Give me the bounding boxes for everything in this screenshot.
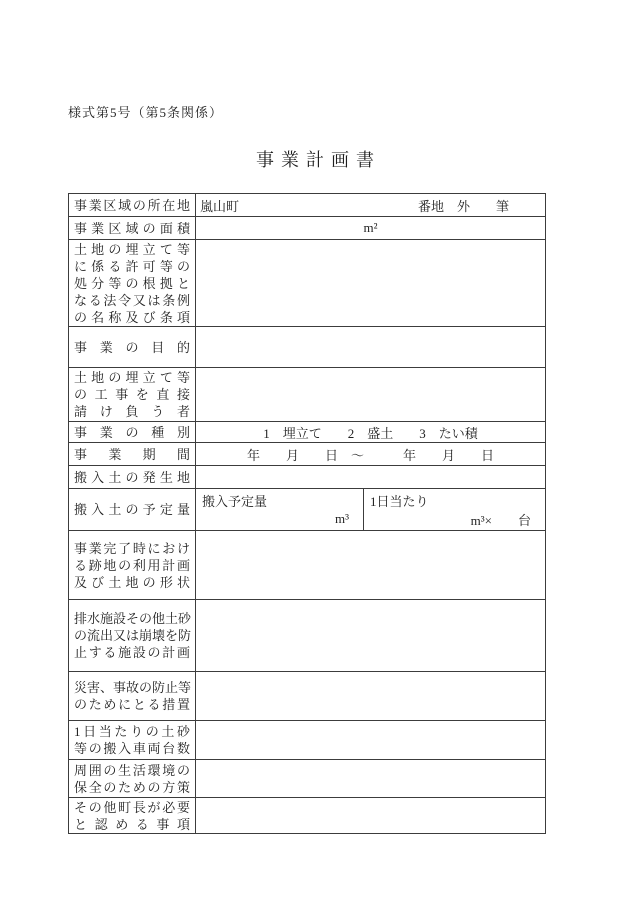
- row-label-line: のためにとる措置: [74, 697, 190, 712]
- row-business-area-location: [69, 194, 545, 216]
- row-label-line: 周囲の生活環境の: [74, 762, 190, 778]
- row-soil-volume: [69, 488, 545, 530]
- business-plan-table: [68, 193, 546, 834]
- row-label-line: に係る許可等の: [74, 258, 190, 274]
- row-label-line: 1日当たりの土砂: [74, 724, 190, 739]
- planned-volume-subcell: [196, 489, 364, 530]
- row-drainage-facilities: [69, 599, 545, 671]
- row-label-line: 排水施設その他土砂: [74, 611, 192, 626]
- row-label-line: 災害、事故の防止等: [74, 680, 192, 695]
- location-banchi-text: 番地 外 筆: [417, 198, 509, 214]
- row-label: 事業期間: [74, 446, 190, 462]
- row-disaster-prevention: [69, 671, 545, 720]
- row-label: 事業の種別: [74, 424, 190, 440]
- row-label-cell: [69, 760, 196, 797]
- row-label-line: なる法令又は条例: [74, 292, 190, 308]
- row-label-cell: [69, 368, 196, 421]
- row-label-line: 請け負う者: [74, 404, 190, 419]
- row-label-line: 処分等の根拠と: [74, 275, 190, 291]
- business-type-options: 1 埋立て 2 盛土 3 たい積: [263, 425, 478, 441]
- per-day-subcell: [364, 489, 545, 530]
- soil-origin-value-cell: [196, 466, 545, 488]
- planned-volume-label: 搬入予定量: [202, 494, 268, 509]
- row-vehicles-per-day: [69, 720, 545, 759]
- row-label: 搬入土の発生地: [74, 469, 190, 485]
- row-label-line: 及び土地の形状: [74, 574, 190, 590]
- vehicles-value-cell: [196, 721, 545, 759]
- row-label: 事業の目的: [74, 339, 190, 355]
- row-label: 搬入土の予定量: [74, 502, 190, 517]
- row-other-items: [69, 797, 545, 833]
- row-business-type: [69, 421, 545, 442]
- per-day-unit: m³× 台: [470, 513, 531, 528]
- planned-volume-unit: m³: [334, 511, 349, 526]
- row-soil-origin: [69, 465, 545, 488]
- row-label-cell: [69, 194, 196, 216]
- row-label-line: の流出又は崩壊を防: [74, 628, 192, 643]
- row-label-line: 等の搬入車両台数: [74, 741, 190, 756]
- row-label-cell: [69, 240, 196, 326]
- row-label-line: その他町長が必要: [74, 799, 190, 815]
- row-label-cell: [69, 327, 196, 367]
- row-label-cell: [69, 489, 196, 530]
- period-date-template: 年 月 日 ～ 年 月 日: [246, 447, 494, 463]
- row-label-cell: [69, 217, 196, 239]
- row-business-area-size: [69, 216, 545, 239]
- row-business-period: [69, 442, 545, 465]
- purpose-value-cell: [196, 327, 545, 367]
- disaster-value-cell: [196, 672, 545, 720]
- row-label-cell: [69, 422, 196, 442]
- environment-value-cell: [196, 760, 545, 797]
- post-completion-value-cell: [196, 531, 545, 599]
- per-day-label: 1日当たり: [370, 494, 429, 509]
- location-town-text: 嵐山町: [200, 198, 240, 214]
- row-label-line: 保全のための方策: [74, 779, 190, 795]
- row-label-line: 土地の埋立て等: [74, 370, 190, 385]
- row-label-line: る跡地の利用計画: [74, 557, 190, 573]
- page-title: 事業計画書: [256, 150, 381, 170]
- row-label-line: 止する施設の計画: [74, 645, 190, 660]
- row-direct-contractor: [69, 367, 545, 421]
- row-label-cell: [69, 721, 196, 759]
- row-label-line: 事業完了時におけ: [74, 540, 190, 556]
- soil-volume-value-cell: [196, 489, 545, 530]
- row-label-cell: [69, 798, 196, 833]
- contractor-value-cell: [196, 368, 545, 421]
- drainage-value-cell: [196, 600, 545, 671]
- row-label: 事業区域の所在地: [74, 197, 190, 213]
- row-label-cell: [69, 466, 196, 488]
- area-unit-text: m²: [363, 220, 378, 235]
- row-post-completion-plan: [69, 530, 545, 599]
- row-label: 事業区域の面積: [74, 220, 190, 236]
- row-label-line: と認める事項: [74, 816, 190, 832]
- row-label-cell: [69, 672, 196, 720]
- row-label-cell: [69, 600, 196, 671]
- form-number: 様式第5号（第5条関係）: [68, 105, 224, 120]
- soil-volume-subcells: [196, 489, 545, 530]
- row-label-line: の名称及び条項: [74, 309, 190, 325]
- row-label-line: 土地の埋立て等: [74, 241, 190, 257]
- location-value-cell: [196, 194, 545, 216]
- legal-basis-value-cell: [196, 240, 545, 326]
- row-label-cell: [69, 531, 196, 599]
- row-label-cell: [69, 443, 196, 465]
- row-business-purpose: [69, 326, 545, 367]
- row-label-line: の工事を直接: [74, 387, 190, 402]
- row-legal-basis: [69, 239, 545, 326]
- other-items-value-cell: [196, 798, 545, 833]
- row-environment-preservation: [69, 759, 545, 797]
